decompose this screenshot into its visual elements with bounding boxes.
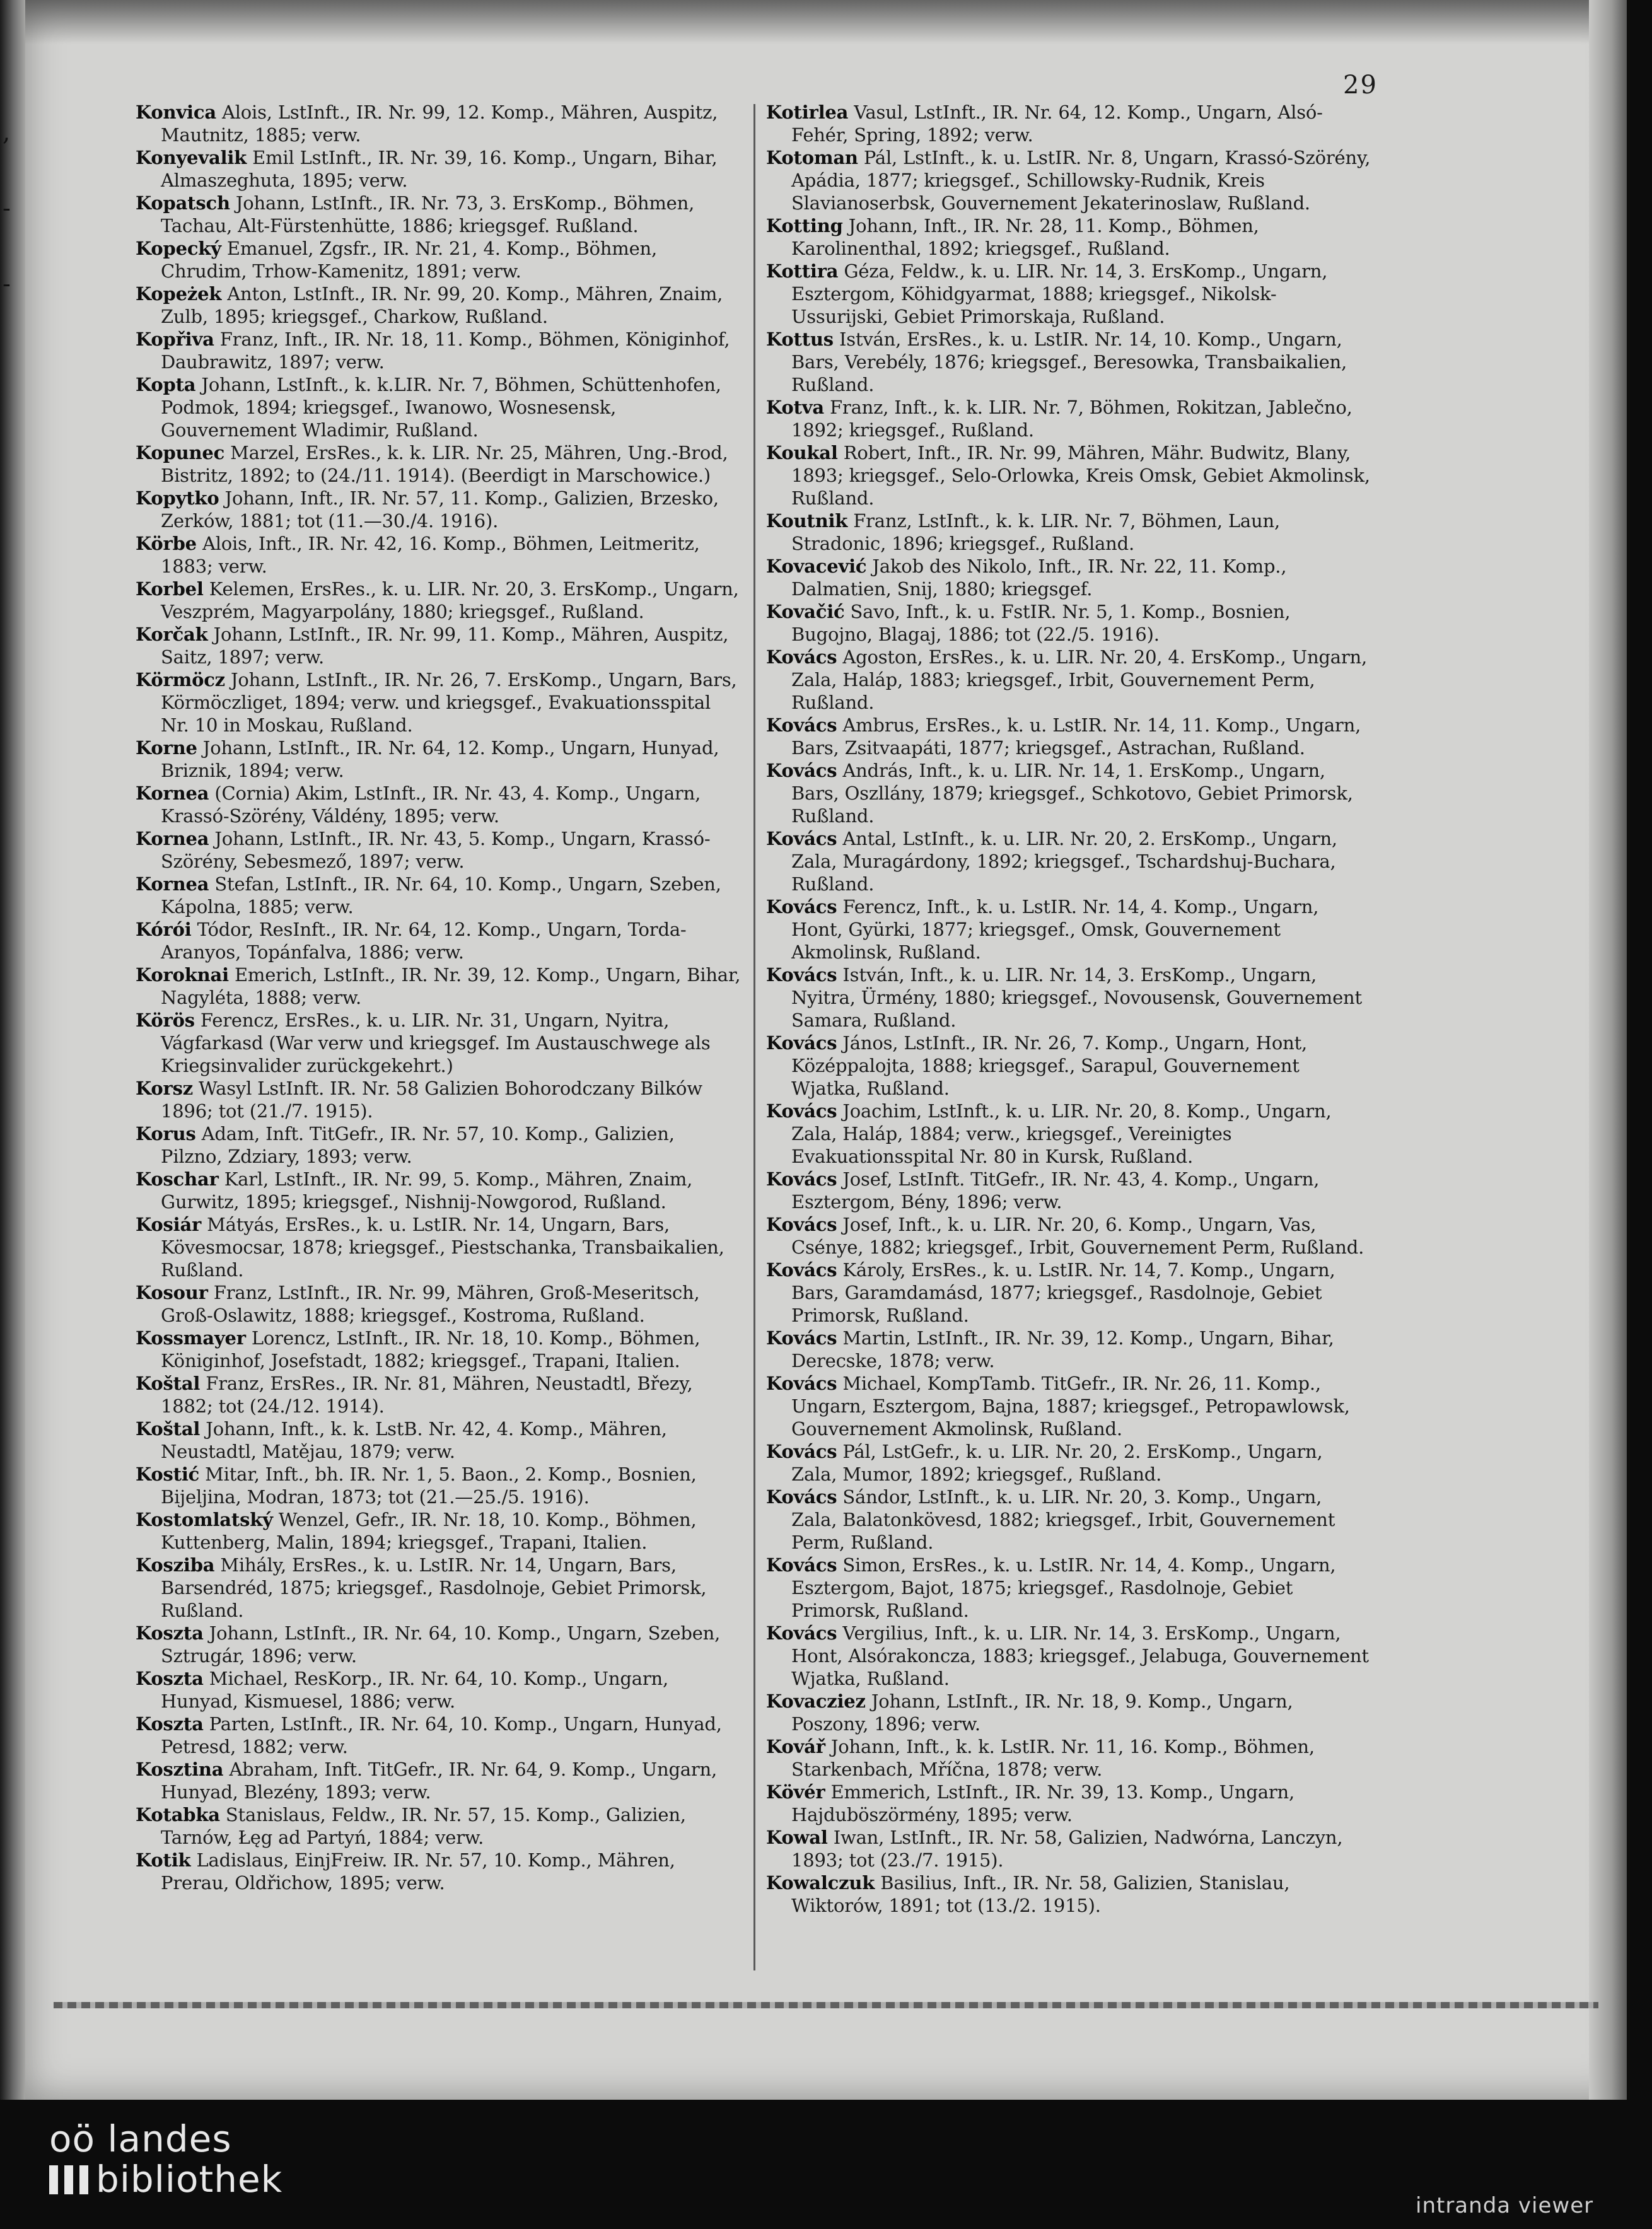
register-entry bbox=[766, 1100, 1371, 1168]
entry-details: Johann, LstInft., IR. Nr. 43, 5. Komp., Ungarn, Krassó-Szörény, Sebesmező, 1897; verw. bbox=[161, 828, 711, 872]
register-entry bbox=[766, 1168, 1371, 1213]
logo-text-line2-row bbox=[49, 2159, 282, 2199]
entry-surname: Koroknai bbox=[136, 964, 229, 986]
entry-details: Géza, Feldw., k. u. LIR. Nr. 14, 3. ErsKomp., Ungarn, Esztergom, Köhidgyarmat, 1888; kriegsgef., Nikolsk-Ussurijski, Gebiet Primorskaja, Rußland. bbox=[791, 260, 1328, 327]
entry-surname: Kovács bbox=[766, 1327, 837, 1349]
entry-details: Wenzel, Gefr., IR. Nr. 18, 10. Komp., Böhmen, Kuttenberg, Malin, 1894; kriegsgef., Trapani, Italien. bbox=[161, 1509, 697, 1553]
entry-details: Simon, ErsRes., k. u. LstIR. Nr. 14, 4. Komp., Ungarn, Esztergom, Bajot, 1875; kriegsgef., Rasdolnoje, Gebiet Primorsk, Rußland. bbox=[791, 1554, 1336, 1621]
entry-surname: Kopta bbox=[136, 374, 196, 395]
entry-surname: Kottira bbox=[766, 260, 839, 282]
entry-details: Abraham, Inft. TitGefr., IR. Nr. 64, 9. Komp., Ungarn, Hunyad, Blezény, 1893; verw. bbox=[161, 1759, 718, 1803]
entry-details: Michael, ResKorp., IR. Nr. 64, 10. Komp., Ungarn, Hunyad, Kismuesel, 1886; verw. bbox=[161, 1668, 668, 1712]
register-entry bbox=[136, 1168, 741, 1213]
entry-surname: Kostomlatský bbox=[136, 1509, 273, 1530]
register-entry bbox=[136, 1327, 741, 1372]
entry-surname: Koszta bbox=[136, 1713, 204, 1735]
entry-surname: Kovács bbox=[766, 1032, 837, 1054]
register-entry bbox=[136, 1281, 741, 1327]
entry-surname: Kottus bbox=[766, 329, 834, 350]
register-entry bbox=[136, 1417, 741, 1463]
entry-details: Emerich, LstInft., IR. Nr. 39, 12. Komp., Ungarn, Bihar, Nagyléta, 1888; verw. bbox=[161, 964, 741, 1008]
register-entry bbox=[136, 1849, 741, 1894]
register-entry bbox=[766, 1032, 1371, 1100]
entry-surname: Kotva bbox=[766, 397, 824, 418]
entry-surname: Koszta bbox=[136, 1622, 204, 1644]
entry-details: Josef, LstInft. TitGefr., IR. Nr. 43, 4. Komp., Ungarn, Esztergom, Bény, 1896; verw. bbox=[791, 1168, 1320, 1213]
register-entry bbox=[766, 1690, 1371, 1735]
entry-details: Johann, Inft., IR. Nr. 57, 11. Komp., Galizien, Brzesko, Zerków, 1881; tot (11.—30./4. 1916). bbox=[161, 487, 719, 532]
register-entry bbox=[136, 1713, 741, 1758]
logo-text-line2: bibliothek bbox=[96, 2158, 283, 2201]
register-entry bbox=[766, 146, 1371, 214]
entry-surname: Koštal bbox=[136, 1418, 201, 1440]
entry-details: Pál, LstInft., k. u. LstIR. Nr. 8, Ungarn, Krassó-Szörény, Apádia, 1877; kriegsgef., Schillowsky-Rudnik, Kreis Slavianoserbsk, Gouvernement Jekaterinoslaw, Rußland. bbox=[791, 147, 1371, 214]
entry-surname: Koukal bbox=[766, 442, 838, 463]
entry-surname: Kovács bbox=[766, 760, 837, 781]
register-entry bbox=[136, 328, 741, 373]
register-entry bbox=[766, 1781, 1371, 1826]
entry-surname: Kovačić bbox=[766, 601, 845, 622]
register-entry bbox=[766, 1213, 1371, 1259]
register-entry bbox=[136, 1372, 741, 1417]
entry-surname: Kowal bbox=[766, 1827, 828, 1848]
entry-details: Savo, Inft., k. u. FstIR. Nr. 5, 1. Komp., Bosnien, Bugojno, Blagaj, 1886; tot (22./5. 1916). bbox=[791, 601, 1291, 645]
entry-details: Tódor, ResInft., IR. Nr. 64, 12. Komp., Ungarn, Torda-Aranyos, Topánfalva, 1886; verw. bbox=[161, 919, 687, 963]
register-entry bbox=[136, 1009, 741, 1077]
entry-surname: Kovács bbox=[766, 1214, 837, 1235]
register-entry bbox=[766, 260, 1371, 328]
entry-details: Johann, Inft., k. k. LstB. Nr. 42, 4. Komp., Mähren, Neustadtl, Matějau, 1879; verw. bbox=[161, 1418, 667, 1462]
register-entry bbox=[766, 1327, 1371, 1372]
entry-details: Emanuel, Zgsfr., IR. Nr. 21, 4. Komp., Böhmen, Chrudim, Trhow-Kamenitz, 1891; verw. bbox=[161, 238, 658, 282]
entry-surname: Korčak bbox=[136, 624, 208, 645]
left-margin-marks bbox=[3, 95, 21, 322]
register-entry bbox=[766, 759, 1371, 827]
entry-details: Jakob des Nikolo, Inft., IR. Nr. 22, 11. Komp., Dalmatien, Snij, 1880; kriegsgef. bbox=[791, 556, 1287, 600]
entry-surname: Korus bbox=[136, 1123, 196, 1144]
register-entry bbox=[766, 1486, 1371, 1554]
entry-surname: Kovacević bbox=[766, 556, 867, 577]
register-entry bbox=[766, 396, 1371, 441]
entry-surname: Kovács bbox=[766, 1554, 837, 1576]
column-divider bbox=[753, 104, 755, 1970]
entry-details: Iwan, LstInft., IR. Nr. 58, Galizien, Nadwórna, Lanczyn, 1893; tot (23./7. 1915). bbox=[791, 1827, 1343, 1871]
entry-details: Vergilius, Inft., k. u. LIR. Nr. 14, 3. ErsKomp., Ungarn, Hont, Alsórakoncza, 1883; kriegsgef., Jelabuga, Gouvernement Wjatka, Rußland. bbox=[791, 1622, 1369, 1689]
register-entry bbox=[766, 963, 1371, 1032]
entry-details: Franz, Inft., k. k. LIR. Nr. 7, Böhmen, Rokitzan, Jablečno, 1892; kriegsgef., Rußland. bbox=[791, 397, 1352, 441]
library-logo[interactable] bbox=[49, 2119, 282, 2199]
register-entry bbox=[136, 282, 741, 328]
entry-surname: Koszta bbox=[136, 1668, 204, 1689]
register-entry bbox=[766, 1554, 1371, 1622]
register-entry bbox=[766, 555, 1371, 600]
bottom-decorative-rule bbox=[54, 2002, 1598, 2008]
register-entry bbox=[766, 1259, 1371, 1327]
logo-bars-icon bbox=[49, 2165, 90, 2194]
entry-surname: Kowalczuk bbox=[766, 1872, 875, 1894]
entry-details: Franz, Inft., IR. Nr. 18, 11. Komp., Böhmen, Königinhof, Daubrawitz, 1897; verw. bbox=[161, 329, 730, 373]
register-entry bbox=[136, 736, 741, 782]
entry-details: Ferencz, Inft., k. u. LstIR. Nr. 14, 4. Komp., Ungarn, Hont, Gyürki, 1877; kriegsgef., Omsk, Gouvernement Akmolinsk, Rußland. bbox=[791, 896, 1319, 963]
margin-mark: - bbox=[3, 270, 11, 298]
entry-details: Johann, LstInft., IR. Nr. 64, 12. Komp., Ungarn, Hunyad, Briznik, 1894; verw. bbox=[161, 737, 719, 781]
entry-surname: Kotirlea bbox=[766, 102, 849, 123]
register-entry bbox=[136, 192, 741, 237]
register-entry bbox=[136, 918, 741, 963]
entry-details: Franz, ErsRes., IR. Nr. 81, Mähren, Neustadtl, Březy, 1882; tot (24./12. 1914). bbox=[161, 1373, 693, 1417]
register-entry bbox=[766, 827, 1371, 895]
register-entry bbox=[136, 578, 741, 623]
entry-details: Mitar, Inft., bh. IR. Nr. 1, 5. Baon., 2. Komp., Bosnien, Bijeljina, Modran, 1873; tot (21.—25./5. 1916). bbox=[161, 1464, 697, 1508]
entry-surname: Kopeżek bbox=[136, 283, 222, 305]
register-entry bbox=[136, 1803, 741, 1849]
left-page-edge bbox=[0, 0, 25, 2100]
entry-surname: Kovács bbox=[766, 828, 837, 849]
entry-details: Joachim, LstInft., k. u. LIR. Nr. 20, 8. Komp., Ungarn, Zala, Haláp, 1884; verw., kriegsgef., Vereinigtes Evakuationsspital Nr. 80 in Kursk, Rußland. bbox=[791, 1100, 1332, 1167]
entry-surname: Kovács bbox=[766, 1373, 837, 1394]
register-entry bbox=[766, 646, 1371, 714]
register-entry bbox=[136, 146, 741, 192]
entry-surname: Kornea bbox=[136, 783, 209, 804]
entry-surname: Kopytko bbox=[136, 487, 219, 509]
entry-details: Adam, Inft. TitGefr., IR. Nr. 57, 10. Komp., Galizien, Pilzno, Zdziary, 1893; verw. bbox=[161, 1123, 675, 1167]
entry-details: Basilius, Inft., IR. Nr. 58, Galizien, Stanislau, Wiktorów, 1891; tot (13./2. 1915). bbox=[791, 1872, 1290, 1916]
entry-surname: Kosour bbox=[136, 1282, 208, 1303]
entry-details: Josef, Inft., k. u. LIR. Nr. 20, 6. Komp., Ungarn, Vas, Csénye, 1882; kriegsgef., Irbit, Gouvernement Perm, Rußland. bbox=[791, 1214, 1364, 1258]
entry-details: Robert, Inft., IR. Nr. 99, Mähren, Mähr. Budwitz, Blany, 1893; kriegsgef., Selo-Orlowka, Kreis Omsk, Gebiet Akmolinsk, Rußland. bbox=[791, 442, 1370, 509]
register-entry bbox=[136, 101, 741, 146]
entry-details: Johann, LstInft., k. k.LIR. Nr. 7, Böhmen, Schüttenhofen, Podmok, 1894; kriegsgef., Iwanowo, Wosnesensk, Gouvernement Wladimir, Rußland. bbox=[161, 374, 721, 441]
register-entry bbox=[136, 782, 741, 827]
register-entry bbox=[766, 714, 1371, 759]
entry-surname: Kovács bbox=[766, 714, 837, 736]
entry-details: (Cornia) Akim, LstInft., IR. Nr. 43, 4. Komp., Ungarn, Krassó-Szörény, Váldény, 1895; verw. bbox=[161, 783, 701, 827]
entry-surname: Körbe bbox=[136, 533, 197, 554]
entry-surname: Kopatsch bbox=[136, 192, 230, 214]
entry-details: István, Inft., k. u. LIR. Nr. 14, 3. ErsKomp., Ungarn, Nyitra, Ürmény, 1880; kriegsgef., Novousensk, Gouvernement Samara, Rußland. bbox=[791, 964, 1362, 1031]
entry-surname: Kosztina bbox=[136, 1759, 224, 1780]
entry-surname: Kovács bbox=[766, 1100, 837, 1122]
entry-details: Ambrus, ErsRes., k. u. LstIR. Nr. 14, 11. Komp., Ungarn, Bars, Zsitvaapáti, 1877; kriegsgef., Astrachan, Rußland. bbox=[791, 714, 1361, 759]
entry-details: Sándor, LstInft., k. u. LIR. Nr. 20, 3. Komp., Ungarn, Zala, Balatonkövesd, 1882; kriegsgef., Irbit, Gouvernement Perm, Rußland. bbox=[791, 1486, 1335, 1553]
register-entry bbox=[136, 1122, 741, 1168]
register-entry bbox=[766, 1440, 1371, 1486]
entry-surname: Kovács bbox=[766, 1168, 837, 1190]
register-entry bbox=[766, 214, 1371, 260]
page-number: 29 bbox=[1343, 71, 1378, 100]
entry-surname: Kornea bbox=[136, 873, 209, 895]
entry-surname: Kossmayer bbox=[136, 1327, 246, 1349]
entry-details: Károly, ErsRes., k. u. LstIR. Nr. 14, 7. Komp., Ungarn, Bars, Garamdamásd, 1877; kriegsgef., Rasdolnoje, Gebiet Primorsk, Rußland. bbox=[791, 1259, 1335, 1326]
entry-details: István, ErsRes., k. u. LstIR. Nr. 14, 10. Komp., Ungarn, Bars, Verebély, 1876; kriegsgef., Beresowka, Transbaikalien, Rußland. bbox=[791, 329, 1347, 395]
entry-details: Ferencz, ErsRes., k. u. LIR. Nr. 31, Ungarn, Nyitra, Vágfarkasd (War verw und kriegsgef. Im Austauschwege als Kriegsinvalider zurückgekehrt.) bbox=[161, 1010, 711, 1076]
entry-surname: Kosziba bbox=[136, 1554, 215, 1576]
register-entry bbox=[766, 101, 1371, 146]
entry-surname: Kotting bbox=[766, 215, 843, 236]
entry-surname: Kovács bbox=[766, 1441, 837, 1462]
entry-details: Franz, LstInft., k. k. LIR. Nr. 7, Böhmen, Laun, Stradonic, 1896; kriegsgef., Rußland. bbox=[791, 510, 1280, 554]
entry-details: Mihály, ErsRes., k. u. LstIR. Nr. 14, Ungarn, Bars, Barsendréd, 1875; kriegsgef., Rasdolnoje, Gebiet Primorsk, Rußland. bbox=[161, 1554, 707, 1621]
entry-details: Alois, LstInft., IR. Nr. 99, 12. Komp., Mähren, Auspitz, Mautnitz, 1885; verw. bbox=[161, 102, 718, 146]
entry-details: Alois, Inft., IR. Nr. 42, 16. Komp., Böhmen, Leitmeritz, 1883; verw. bbox=[161, 533, 700, 577]
entry-surname: Kovács bbox=[766, 896, 837, 917]
page-top-shadow bbox=[25, 0, 1627, 44]
entry-surname: Kórói bbox=[136, 919, 192, 940]
entry-surname: Kovacziez bbox=[766, 1691, 866, 1712]
entry-surname: Kopunec bbox=[136, 442, 225, 463]
register-entry bbox=[136, 1213, 741, 1281]
register-entry bbox=[136, 1554, 741, 1622]
register-entry bbox=[766, 1735, 1371, 1781]
entry-surname: Kostić bbox=[136, 1464, 200, 1485]
entry-surname: Kovář bbox=[766, 1736, 825, 1757]
entry-surname: Koštal bbox=[136, 1373, 201, 1394]
entry-surname: Körmöcz bbox=[136, 669, 225, 690]
right-column bbox=[766, 101, 1371, 1917]
register-entry bbox=[766, 441, 1371, 509]
register-entry bbox=[136, 1622, 741, 1667]
entry-details: Antal, LstInft., k. u. LIR. Nr. 20, 2. ErsKomp., Ungarn, Zala, Muragárdony, 1892; kriegsgef., Tschardshuj-Buchara, Rußland. bbox=[791, 828, 1337, 895]
entry-surname: Konvica bbox=[136, 102, 216, 123]
entry-surname: Kovács bbox=[766, 1486, 837, 1508]
register-entry bbox=[136, 668, 741, 736]
entry-details: Stanislaus, Feldw., IR. Nr. 57, 15. Komp., Galizien, Tarnów, Łęg ad Partyń, 1884; verw. bbox=[161, 1804, 686, 1848]
register-entry bbox=[136, 373, 741, 441]
register-entry bbox=[136, 441, 741, 487]
entry-surname: Kovács bbox=[766, 646, 837, 668]
entry-details: András, Inft., k. u. LIR. Nr. 14, 1. ErsKomp., Ungarn, Bars, Oszllány, 1879; kriegsgef., Schkotovo, Gebiet Primorsk, Rußland. bbox=[791, 760, 1353, 827]
entry-details: Karl, LstInft., IR. Nr. 99, 5. Komp., Mähren, Znaim, Gurwitz, 1895; kriegsgef., Nishnij-Nowgorod, Rußland. bbox=[161, 1168, 693, 1213]
entry-surname: Kosiár bbox=[136, 1214, 202, 1235]
entry-surname: Kopřiva bbox=[136, 329, 214, 350]
entry-surname: Kovács bbox=[766, 1622, 837, 1644]
entry-details: Emil LstInft., IR. Nr. 39, 16. Komp., Ungarn, Bihar, Almaszeghuta, 1895; verw. bbox=[161, 147, 718, 191]
entry-details: Emmerich, LstInft., IR. Nr. 39, 13. Komp., Ungarn, Hajduböszörmény, 1895; verw. bbox=[791, 1781, 1295, 1825]
entry-surname: Kornea bbox=[136, 828, 209, 849]
register-entry bbox=[766, 1622, 1371, 1690]
entry-surname: Kovács bbox=[766, 964, 837, 986]
entry-surname: Koutnik bbox=[766, 510, 848, 532]
entry-surname: Koschar bbox=[136, 1168, 219, 1190]
entry-surname: Korsz bbox=[136, 1078, 193, 1099]
entry-details: Vasul, LstInft., IR. Nr. 64, 12. Komp., Ungarn, Alsó-Fehér, Spring, 1892; verw. bbox=[791, 102, 1323, 146]
entry-details: Kelemen, ErsRes., k. u. LIR. Nr. 20, 3. ErsKomp., Ungarn, Veszprém, Magyarpolány, 1880; kriegsgef., Rußland. bbox=[161, 578, 739, 622]
entry-details: Stefan, LstInft., IR. Nr. 64, 10. Komp., Ungarn, Szeben, Kápolna, 1885; verw. bbox=[161, 873, 721, 917]
entry-details: Parten, LstInft., IR. Nr. 64, 10. Komp., Ungarn, Hunyad, Petresd, 1882; verw. bbox=[161, 1713, 722, 1757]
entry-surname: Kotabka bbox=[136, 1804, 220, 1825]
margin-mark: - bbox=[3, 194, 11, 222]
left-column bbox=[136, 101, 741, 1894]
entry-details: Franz, LstInft., IR. Nr. 99, Mähren, Groß-Meseritsch, Groß-Oslawitz, 1888; kriegsgef., Kostroma, Rußland. bbox=[161, 1282, 700, 1326]
entry-details: Agoston, ErsRes., k. u. LIR. Nr. 20, 4. ErsKomp., Ungarn, Zala, Haláp, 1883; kriegsgef., Irbit, Gouvernement Perm, Rußland. bbox=[791, 646, 1368, 713]
entry-details: Anton, LstInft., IR. Nr. 99, 20. Komp., Mähren, Znaim, Zulb, 1895; kriegsgef., Charkow, Rußland. bbox=[161, 283, 723, 327]
entry-surname: Körös bbox=[136, 1010, 195, 1031]
register-entry bbox=[136, 237, 741, 282]
register-entry bbox=[136, 1463, 741, 1508]
entry-surname: Korbel bbox=[136, 578, 204, 600]
entry-surname: Kovács bbox=[766, 1259, 837, 1281]
register-entry bbox=[136, 1508, 741, 1554]
right-page-edge bbox=[1589, 0, 1627, 2100]
register-entry bbox=[136, 487, 741, 532]
register-entry bbox=[766, 600, 1371, 646]
entry-details: Johann, LstInft., IR. Nr. 73, 3. ErsKomp., Böhmen, Tachau, Alt-Fürstenhütte, 1886; kriegsgef. Rußland. bbox=[161, 192, 695, 236]
register-entry bbox=[136, 963, 741, 1009]
entry-surname: Kotoman bbox=[766, 147, 858, 168]
register-entry bbox=[766, 509, 1371, 555]
entry-details: Marzel, ErsRes., k. k. LIR. Nr. 25, Mähren, Ung.-Brod, Bistritz, 1892; to (24./11. 1914). (Beerdigt in Marschowice.) bbox=[161, 442, 728, 486]
register-entry bbox=[136, 1667, 741, 1713]
register-entry bbox=[136, 1758, 741, 1803]
register-entry bbox=[136, 827, 741, 873]
logo-text-line1: oö landes bbox=[49, 2117, 232, 2160]
register-entry bbox=[766, 1871, 1371, 1917]
entry-surname: Konyevalik bbox=[136, 147, 247, 168]
entry-surname: Korne bbox=[136, 737, 197, 759]
entry-details: Michael, KompTamb. TitGefr., IR. Nr. 26, 11. Komp., Ungarn, Esztergom, Bajna, 1887; kriegsgef., Petropawlowsk, Gouvernement Akmolinsk, Rußland. bbox=[791, 1373, 1350, 1440]
register-entry bbox=[136, 1077, 741, 1122]
register-entry bbox=[766, 328, 1371, 396]
entry-details: Wasyl LstInft. IR. Nr. 58 Galizien Bohorodczany Bilków 1896; tot (21./7. 1915). bbox=[161, 1078, 702, 1122]
entry-details: Johann, LstInft., IR. Nr. 26, 7. ErsKomp., Ungarn, Bars, Körmöczliget, 1894; verw. und kriegsgef., Evakuationsspital Nr. 10 in Moskau, Rußland. bbox=[161, 669, 737, 736]
entry-details: Johann, LstInft., IR. Nr. 64, 10. Komp., Ungarn, Szeben, Sztrugár, 1896; verw. bbox=[161, 1622, 721, 1667]
register-entry bbox=[766, 1372, 1371, 1440]
entry-surname: Kotik bbox=[136, 1849, 191, 1871]
entry-details: Johann, LstInft., IR. Nr. 99, 11. Komp., Mähren, Auspitz, Saitz, 1897; verw. bbox=[161, 624, 729, 668]
entry-details: Johann, Inft., k. k. LstIR. Nr. 11, 16. Komp., Böhmen, Starkenbach, Mříčna, 1878; verw. bbox=[791, 1736, 1315, 1780]
viewer-brand-label[interactable]: intranda viewer bbox=[1416, 2193, 1594, 2218]
register-entry bbox=[136, 873, 741, 918]
entry-details: Martin, LstInft., IR. Nr. 39, 12. Komp., Ungarn, Bihar, Derecske, 1878; verw. bbox=[791, 1327, 1334, 1371]
entry-details: Pál, LstGefr., k. u. LIR. Nr. 20, 2. ErsKomp., Ungarn, Zala, Mumor, 1892; kriegsgef., Rußland. bbox=[791, 1441, 1323, 1485]
register-entry bbox=[136, 532, 741, 578]
entry-details: Johann, LstInft., IR. Nr. 18, 9. Komp., Ungarn, Poszony, 1896; verw. bbox=[791, 1691, 1293, 1735]
entry-details: Mátyás, ErsRes., k. u. LstIR. Nr. 14, Ungarn, Bars, Kövesmocsar, 1878; kriegsgef., Piestschanka, Transbaikalien, Rußland. bbox=[161, 1214, 724, 1281]
margin-mark: , bbox=[3, 119, 11, 146]
register-entry bbox=[136, 623, 741, 668]
entry-details: Johann, Inft., IR. Nr. 28, 11. Komp., Böhmen, Karolinenthal, 1892; kriegsgef., Rußland. bbox=[791, 215, 1259, 259]
entry-surname: Kopecký bbox=[136, 238, 221, 259]
entry-surname: Kövér bbox=[766, 1781, 825, 1803]
entry-details: Lorencz, LstInft., IR. Nr. 18, 10. Komp., Böhmen, Königinhof, Josefstadt, 1882; kriegsgef., Trapani, Italien. bbox=[161, 1327, 701, 1371]
entry-details: Ladislaus, EinjFreiw. IR. Nr. 57, 10. Komp., Mähren, Prerau, Oldřichow, 1895; verw. bbox=[161, 1849, 675, 1894]
entry-details: János, LstInft., IR. Nr. 26, 7. Komp., Ungarn, Hont, Középpalojta, 1888; kriegsgef., Sarapul, Gouvernement Wjatka, Rußland. bbox=[791, 1032, 1308, 1099]
register-entry bbox=[766, 1826, 1371, 1871]
register-entry bbox=[766, 895, 1371, 963]
scanned-page bbox=[25, 0, 1627, 2100]
